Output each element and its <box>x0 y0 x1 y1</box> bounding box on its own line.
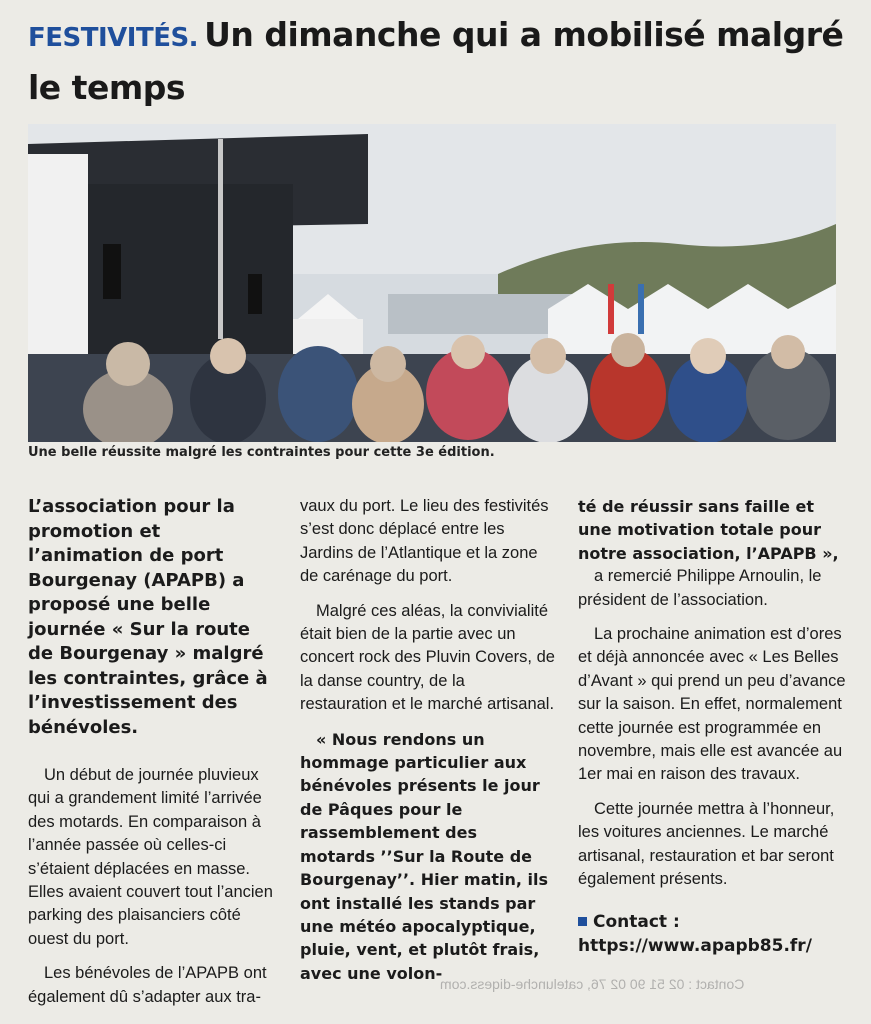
paragraph: Malgré ces aléas, la convivialité était bien de la partie avec un concert rock des Pluvin Covers, de la danse country, de la restauration et le marché artisanal. <box>300 601 555 714</box>
attribution: a remercié Philippe Arnoulin, le président de l’association. <box>578 567 822 609</box>
paragraph: Un début de journée pluvieux qui a grandement limité l’arrivée des motards. En comparaison à l’année passée où celles-ci s’étaient déplacées en masse. Elles avaient couvert tout l’ancien parking des plaisanciers côté ouest du port. <box>28 766 273 948</box>
section-kicker: FESTIVITÉS. <box>28 23 199 53</box>
column-3 <box>578 495 848 958</box>
contact-url[interactable]: https://www.apapb85.fr/ <box>578 935 812 956</box>
paragraph: Cette journée mettra à l’honneur, les voitures anciennes. Le marché artisanal, restauration et bar seront également présents. <box>578 799 835 889</box>
quote: « Nous rendons un hommage particulier aux bénévoles présents le jour de Pâques pour le rassemblement des motards ’’Sur la Route de Bourgenay’’. Hier matin, ils ont installé les stands par une météo apocalyptique, pluie, vent, et plutôt frais, avec une volon- <box>300 729 549 983</box>
paragraph: vaux du port. Le lieu des festivités s’est donc déplacé entre les Jardins de l’Atlantique et la zone de carénage du port. <box>300 497 549 586</box>
paragraph: La prochaine animation est d’ores et déjà annoncée avec « Les Belles d’Avant » qui prend un peu d’avance sur la saison. En effet, normalement cette journée est programmée en novembre, mais elle est avancée au 1er mai en raison des travaux. <box>578 625 846 784</box>
article-title: Un dimanche qui a mobilisé malgré le temps <box>28 15 844 107</box>
festival-crowd-illustration <box>28 124 836 442</box>
contact-block <box>578 910 848 958</box>
column-2 <box>300 495 555 996</box>
photo-caption: Une belle réussite malgré les contraintes pour cette 3e édition. <box>28 445 495 460</box>
article-photo <box>28 124 836 442</box>
quote-end: té de réussir sans faille et une motivation totale pour notre association, l’APAPB », <box>578 497 839 563</box>
bleed-through-text: Contact : 02 51 90 02 76, catelunche-diqess.com <box>440 976 745 992</box>
contact-label: Contact : <box>593 911 680 932</box>
article-lead: L’association pour la promotion et l’animation de port Bourgenay (APAPB) a proposé une belle journée « Sur la route de Bourgenay » malgré les contraintes, grâce à l’investissement des bénévoles. <box>28 496 268 738</box>
bullet-square-icon <box>578 917 587 926</box>
column-1 <box>28 495 278 1020</box>
paragraph: Les bénévoles de l’APAPB ont également dû s’adapter aux tra- <box>28 964 267 1006</box>
headline <box>28 10 848 113</box>
